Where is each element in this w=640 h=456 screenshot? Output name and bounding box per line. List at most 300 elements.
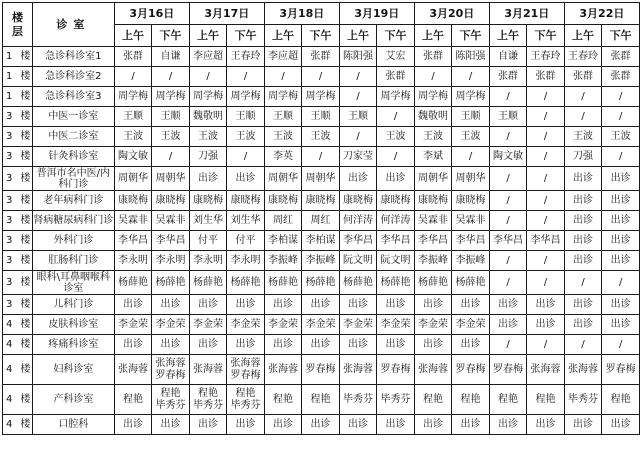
floor-number: 3 xyxy=(6,277,13,288)
pm-header: 下午 xyxy=(602,25,640,47)
pm-shift-cell: / xyxy=(227,147,265,167)
pm-shift-cell: 李华昌 xyxy=(152,231,190,251)
am-shift-cell: 刀强 xyxy=(564,147,602,167)
room-name: 口腔科 xyxy=(32,415,114,435)
am-shift-cell: 出诊 xyxy=(564,191,602,211)
am-shift-cell: 出诊 xyxy=(564,315,602,335)
date-header: 3月21日 xyxy=(489,3,564,25)
pm-shift-cell: 周朝华 xyxy=(152,167,190,191)
pm-shift-cell: 康晓梅 xyxy=(377,191,415,211)
am-shift-cell: 程艳 xyxy=(414,385,452,415)
pm-shift-cell: 杨薛艳 xyxy=(377,271,415,295)
floor-unit: 楼 xyxy=(20,419,31,430)
pm-shift-cell: 李华昌 xyxy=(452,231,490,251)
am-shift-cell: 出诊 xyxy=(564,251,602,271)
room-name: 妇科诊室 xyxy=(32,355,114,385)
am-header: 上午 xyxy=(339,25,377,47)
table-row xyxy=(3,167,640,191)
pm-shift-cell: 张群 xyxy=(527,67,565,87)
am-shift-cell: 周学梅 xyxy=(189,87,227,107)
am-shift-cell: 出诊 xyxy=(264,415,302,435)
am-shift-cell: 出诊 xyxy=(564,167,602,191)
room-name: 眼科\耳鼻咽喉科诊室 xyxy=(32,271,114,295)
pm-shift-cell: 刘生华 xyxy=(227,211,265,231)
am-shift-cell: 陈阳强 xyxy=(339,47,377,67)
pm-shift-cell: 周学梅 xyxy=(227,87,265,107)
floor-unit: 楼 xyxy=(20,235,31,246)
floor-cell xyxy=(3,67,33,87)
room-name: 急诊科诊室3 xyxy=(32,87,114,107)
pm-shift-cell: 罗春梅 xyxy=(377,355,415,385)
am-shift-cell: 康晓梅 xyxy=(339,191,377,211)
am-shift-cell: / xyxy=(489,251,527,271)
floor-unit: 楼 xyxy=(20,364,31,375)
pm-shift-cell: 康晓梅 xyxy=(152,191,190,211)
pm-shift-cell: 出诊 xyxy=(602,231,640,251)
am-shift-cell: 李斌 xyxy=(414,147,452,167)
pm-shift-cell: 出诊 xyxy=(227,167,265,191)
floor-cell xyxy=(3,147,33,167)
floor-header-label: 楼层 xyxy=(11,10,23,38)
table-row xyxy=(3,385,640,415)
am-shift-cell: 康晓梅 xyxy=(414,191,452,211)
floor-cell xyxy=(3,191,33,211)
floor-unit: 楼 xyxy=(20,131,31,142)
am-shift-cell: 李柏谋 xyxy=(264,231,302,251)
pm-shift-cell: 张海蓉 罗春梅 xyxy=(152,355,190,385)
am-shift-cell: 李应超 xyxy=(189,47,227,67)
pm-shift-cell: 出诊 xyxy=(602,211,640,231)
floor-cell xyxy=(3,271,33,295)
am-shift-cell: 出诊 xyxy=(114,415,152,435)
floor-unit: 楼 xyxy=(20,319,31,330)
floor-unit: 楼 xyxy=(20,71,31,82)
floor-unit: 楼 xyxy=(20,299,31,310)
am-shift-cell: 周红 xyxy=(264,211,302,231)
date-header-row xyxy=(3,3,640,25)
am-shift-cell: 程艳 xyxy=(489,385,527,415)
am-shift-cell: 出诊 xyxy=(414,415,452,435)
pm-shift-cell: / xyxy=(527,251,565,271)
am-shift-cell: 康晓梅 xyxy=(114,191,152,211)
am-shift-cell: 李金荣 xyxy=(114,315,152,335)
am-shift-cell: / xyxy=(339,67,377,87)
am-shift-cell: 李振峰 xyxy=(414,251,452,271)
pm-shift-cell: / xyxy=(602,271,640,295)
floor-unit: 楼 xyxy=(20,255,31,266)
date-header: 3月22日 xyxy=(564,3,639,25)
table-row xyxy=(3,211,640,231)
pm-shift-cell: / xyxy=(527,335,565,355)
am-shift-cell: / xyxy=(489,211,527,231)
am-shift-cell: 出诊 xyxy=(189,167,227,191)
am-shift-cell: / xyxy=(339,87,377,107)
pm-shift-cell: 何洋涛 xyxy=(377,211,415,231)
pm-shift-cell: / xyxy=(527,191,565,211)
pm-shift-cell: 杨薛艳 xyxy=(452,271,490,295)
room-name: 外科门诊 xyxy=(32,231,114,251)
pm-shift-cell: 李永明 xyxy=(152,251,190,271)
pm-shift-cell: 周学梅 xyxy=(452,87,490,107)
am-shift-cell: 出诊 xyxy=(489,295,527,315)
am-shift-cell: 毕秀芬 xyxy=(339,385,377,415)
pm-shift-cell: / xyxy=(527,87,565,107)
am-shift-cell: 刀家莹 xyxy=(339,147,377,167)
am-shift-cell: 李应超 xyxy=(264,47,302,67)
am-header: 上午 xyxy=(189,25,227,47)
am-shift-cell: / xyxy=(264,67,302,87)
pm-shift-cell: 杨薛艳 xyxy=(152,271,190,295)
pm-shift-cell: 李振峰 xyxy=(302,251,340,271)
am-shift-cell: / xyxy=(489,335,527,355)
table-row xyxy=(3,87,640,107)
am-shift-cell: 出诊 xyxy=(339,415,377,435)
am-shift-cell: 刘生华 xyxy=(189,211,227,231)
pm-shift-cell: 出诊 xyxy=(527,295,565,315)
am-shift-cell: 付平 xyxy=(189,231,227,251)
pm-shift-cell: 王波 xyxy=(227,127,265,147)
am-shift-cell: 出诊 xyxy=(189,295,227,315)
floor-number: 3 xyxy=(6,215,13,226)
pm-shift-cell: 张群 xyxy=(377,67,415,87)
floor-cell xyxy=(3,211,33,231)
pm-shift-cell: 张海蓉 罗春梅 xyxy=(227,355,265,385)
pm-shift-cell: 王顺 xyxy=(227,107,265,127)
am-shift-cell: / xyxy=(489,167,527,191)
am-shift-cell: 李永明 xyxy=(189,251,227,271)
floor-unit: 楼 xyxy=(20,151,31,162)
am-shift-cell: 出诊 xyxy=(489,315,527,335)
table-row xyxy=(3,295,640,315)
floor-number: 3 xyxy=(6,255,13,266)
pm-shift-cell: / xyxy=(602,335,640,355)
am-shift-cell: 杨薛艳 xyxy=(264,271,302,295)
am-shift-cell: 王顺 xyxy=(264,107,302,127)
floor-unit: 楼 xyxy=(20,339,31,350)
table-row xyxy=(3,231,640,251)
floor-number: 4 xyxy=(6,394,13,405)
am-shift-cell: 周学梅 xyxy=(414,87,452,107)
am-shift-cell: 李华昌 xyxy=(114,231,152,251)
am-shift-cell: 出诊 xyxy=(264,295,302,315)
am-shift-cell: 康晓梅 xyxy=(189,191,227,211)
pm-shift-cell: / xyxy=(302,147,340,167)
pm-shift-cell: 程艳 xyxy=(452,385,490,415)
floor-number: 1 xyxy=(6,91,13,102)
pm-shift-cell: 出诊 xyxy=(152,295,190,315)
pm-shift-cell: 出诊 xyxy=(377,167,415,191)
am-shift-cell: 王春玲 xyxy=(564,47,602,67)
am-shift-cell: 张群 xyxy=(114,47,152,67)
pm-shift-cell: 周学梅 xyxy=(377,87,415,107)
pm-shift-cell: 周朝华 xyxy=(302,167,340,191)
room-name: 急诊科诊室2 xyxy=(32,67,114,87)
pm-shift-cell: 程艳 毕秀芬 xyxy=(227,385,265,415)
pm-shift-cell: / xyxy=(152,67,190,87)
am-shift-cell: 康晓梅 xyxy=(264,191,302,211)
am-shift-cell: 吴霖非 xyxy=(114,211,152,231)
pm-shift-cell: 周红 xyxy=(302,211,340,231)
pm-shift-cell: 李永明 xyxy=(227,251,265,271)
pm-shift-cell: 王春玲 xyxy=(227,47,265,67)
am-shift-cell: 罗春梅 xyxy=(489,355,527,385)
pm-shift-cell: 出诊 xyxy=(377,295,415,315)
room-name: 普洱市名中医/内科门诊 xyxy=(32,167,114,191)
am-shift-cell: / xyxy=(489,127,527,147)
am-shift-cell: 李华昌 xyxy=(339,231,377,251)
pm-shift-cell: 康晓梅 xyxy=(452,191,490,211)
pm-shift-cell: / xyxy=(227,67,265,87)
pm-shift-cell: 王顺 xyxy=(452,107,490,127)
am-shift-cell: 王波 xyxy=(414,127,452,147)
pm-shift-cell: 自谦 xyxy=(152,47,190,67)
room-name: 儿科门诊 xyxy=(32,295,114,315)
am-shift-cell: 出诊 xyxy=(489,415,527,435)
room-name: 老年病科门诊 xyxy=(32,191,114,211)
pm-shift-cell: / xyxy=(377,147,415,167)
table-row xyxy=(3,251,640,271)
am-shift-cell: 程艳 毕秀芬 xyxy=(189,385,227,415)
pm-header: 下午 xyxy=(152,25,190,47)
floor-cell xyxy=(3,231,33,251)
floor-unit: 楼 xyxy=(20,51,31,62)
pm-shift-cell: 阮文明 xyxy=(377,251,415,271)
pm-shift-cell: 出诊 xyxy=(452,295,490,315)
floor-cell xyxy=(3,295,33,315)
pm-shift-cell: 罗春梅 xyxy=(452,355,490,385)
pm-shift-cell: 周学梅 xyxy=(302,87,340,107)
table-row xyxy=(3,315,640,335)
pm-header: 下午 xyxy=(452,25,490,47)
pm-shift-cell: 康晓梅 xyxy=(227,191,265,211)
am-shift-cell: / xyxy=(489,87,527,107)
am-shift-cell: / xyxy=(564,271,602,295)
am-shift-cell: / xyxy=(189,67,227,87)
am-shift-cell: 李振峰 xyxy=(264,251,302,271)
am-header: 上午 xyxy=(564,25,602,47)
am-shift-cell: 阮文明 xyxy=(339,251,377,271)
pm-shift-cell: 王顺 xyxy=(302,107,340,127)
am-shift-cell: / xyxy=(114,67,152,87)
am-shift-cell: 李金荣 xyxy=(414,315,452,335)
am-shift-cell: 杨薛艳 xyxy=(414,271,452,295)
pm-shift-cell: / xyxy=(527,211,565,231)
pm-shift-cell: 康晓梅 xyxy=(302,191,340,211)
floor-unit: 楼 xyxy=(20,394,31,405)
pm-shift-cell: 李金荣 xyxy=(152,315,190,335)
am-shift-cell: 李永明 xyxy=(114,251,152,271)
am-shift-cell: 陶文敏 xyxy=(114,147,152,167)
pm-shift-cell: 罗春梅 xyxy=(302,355,340,385)
am-shift-cell: 杨薛艳 xyxy=(339,271,377,295)
am-shift-cell: 出诊 xyxy=(264,335,302,355)
pm-shift-cell: 李柏谋 xyxy=(302,231,340,251)
pm-shift-cell: 出诊 xyxy=(452,415,490,435)
pm-shift-cell: / xyxy=(452,67,490,87)
pm-shift-cell: 王波 xyxy=(152,127,190,147)
floor-number: 3 xyxy=(6,299,13,310)
pm-shift-cell: 出诊 xyxy=(227,415,265,435)
pm-shift-cell: 王波 xyxy=(302,127,340,147)
pm-shift-cell: 李金荣 xyxy=(377,315,415,335)
pm-shift-cell: 王顺 xyxy=(152,107,190,127)
pm-shift-cell: 李振峰 xyxy=(452,251,490,271)
pm-header: 下午 xyxy=(527,25,565,47)
pm-shift-cell: / xyxy=(602,147,640,167)
pm-shift-cell: 出诊 xyxy=(602,315,640,335)
pm-shift-cell: 王春玲 xyxy=(527,47,565,67)
am-shift-cell: 毕秀芬 xyxy=(564,385,602,415)
pm-shift-cell: 程艳 xyxy=(527,385,565,415)
am-shift-cell: 王顺 xyxy=(489,107,527,127)
am-shift-cell: 自谦 xyxy=(489,47,527,67)
pm-header: 下午 xyxy=(227,25,265,47)
pm-shift-cell: / xyxy=(527,271,565,295)
pm-shift-cell: 周朝华 xyxy=(452,167,490,191)
pm-shift-cell: 出诊 xyxy=(302,295,340,315)
am-shift-cell: 周学梅 xyxy=(114,87,152,107)
pm-shift-cell: 出诊 xyxy=(602,295,640,315)
am-shift-cell: 张群 xyxy=(489,67,527,87)
floor-cell xyxy=(3,251,33,271)
am-shift-cell: / xyxy=(339,127,377,147)
pm-shift-cell: 出诊 xyxy=(527,415,565,435)
room-name: 肛肠科门诊 xyxy=(32,251,114,271)
floor-unit: 楼 xyxy=(20,215,31,226)
date-header: 3月19日 xyxy=(339,3,414,25)
pm-shift-cell: 出诊 xyxy=(452,335,490,355)
pm-shift-cell: 付平 xyxy=(227,231,265,251)
am-shift-cell: 陶文敏 xyxy=(489,147,527,167)
room-name: 针灸科诊室 xyxy=(32,147,114,167)
pm-shift-cell: / xyxy=(527,147,565,167)
floor-unit: 楼 xyxy=(20,277,31,288)
am-shift-cell: 王波 xyxy=(114,127,152,147)
am-header: 上午 xyxy=(264,25,302,47)
pm-shift-cell: 吴霖非 xyxy=(452,211,490,231)
am-shift-cell: / xyxy=(414,67,452,87)
pm-shift-cell: 出诊 xyxy=(377,415,415,435)
am-shift-cell: 张海蓉 xyxy=(189,355,227,385)
am-shift-cell: 李金荣 xyxy=(264,315,302,335)
am-shift-cell: 张海蓉 xyxy=(114,355,152,385)
room-name: 疼痛科诊室 xyxy=(32,335,114,355)
room-header: 诊室 xyxy=(32,3,114,47)
am-shift-cell: 出诊 xyxy=(414,335,452,355)
pm-shift-cell: 出诊 xyxy=(302,335,340,355)
am-shift-cell: 王顺 xyxy=(114,107,152,127)
am-header: 上午 xyxy=(114,25,152,47)
pm-shift-cell: 出诊 xyxy=(152,415,190,435)
pm-shift-cell: 张群 xyxy=(602,47,640,67)
am-shift-cell: 出诊 xyxy=(339,335,377,355)
floor-cell xyxy=(3,167,33,191)
am-shift-cell: 出诊 xyxy=(564,295,602,315)
am-shift-cell: 王波 xyxy=(189,127,227,147)
am-shift-cell: 出诊 xyxy=(414,295,452,315)
floor-number: 3 xyxy=(6,111,13,122)
pm-shift-cell: / xyxy=(152,147,190,167)
floor-cell xyxy=(3,87,33,107)
am-shift-cell: 刀强 xyxy=(189,147,227,167)
pm-shift-cell: 王波 xyxy=(377,127,415,147)
am-shift-cell: 出诊 xyxy=(114,295,152,315)
pm-shift-cell: 周学梅 xyxy=(152,87,190,107)
pm-shift-cell: 出诊 xyxy=(152,335,190,355)
floor-cell xyxy=(3,355,33,385)
am-shift-cell: 周朝华 xyxy=(414,167,452,191)
pm-shift-cell: 张群 xyxy=(302,47,340,67)
pm-shift-cell: 李金荣 xyxy=(302,315,340,335)
date-header: 3月17日 xyxy=(189,3,264,25)
pm-shift-cell: 李金荣 xyxy=(452,315,490,335)
floor-number: 4 xyxy=(6,319,13,330)
pm-shift-cell: / xyxy=(602,87,640,107)
pm-shift-cell: 出诊 xyxy=(602,251,640,271)
table-row xyxy=(3,47,640,67)
am-shift-cell: 张海蓉 xyxy=(264,355,302,385)
pm-shift-cell: 出诊 xyxy=(527,315,565,335)
pm-shift-cell: 出诊 xyxy=(602,191,640,211)
pm-shift-cell: 吴霖非 xyxy=(152,211,190,231)
pm-shift-cell: 张海蓉 xyxy=(527,355,565,385)
table-row xyxy=(3,335,640,355)
table-row xyxy=(3,107,640,127)
pm-shift-cell: 程艳 xyxy=(602,385,640,415)
pm-shift-cell: 李华昌 xyxy=(377,231,415,251)
am-shift-cell: 王波 xyxy=(564,127,602,147)
table-row xyxy=(3,147,640,167)
pm-shift-cell: 出诊 xyxy=(602,415,640,435)
am-header: 上午 xyxy=(414,25,452,47)
date-header: 3月20日 xyxy=(414,3,489,25)
floor-number: 4 xyxy=(6,339,13,350)
pm-shift-cell: 王波 xyxy=(452,127,490,147)
floor-number: 3 xyxy=(6,151,13,162)
table-row xyxy=(3,191,640,211)
pm-shift-cell: 李金荣 xyxy=(227,315,265,335)
pm-shift-cell: / xyxy=(527,107,565,127)
floor-header xyxy=(3,3,33,47)
am-shift-cell: 张海蓉 xyxy=(339,355,377,385)
am-shift-cell: 何洋涛 xyxy=(339,211,377,231)
floor-number: 3 xyxy=(6,173,13,184)
am-shift-cell: 出诊 xyxy=(189,335,227,355)
date-header: 3月18日 xyxy=(264,3,339,25)
pm-shift-cell: 出诊 xyxy=(227,295,265,315)
pm-shift-cell: 杨薛艳 xyxy=(227,271,265,295)
table-row xyxy=(3,355,640,385)
am-shift-cell: / xyxy=(489,191,527,211)
pm-shift-cell: 出诊 xyxy=(302,415,340,435)
room-name: 产科诊室 xyxy=(32,385,114,415)
am-shift-cell: 周学梅 xyxy=(264,87,302,107)
am-shift-cell: 李华昌 xyxy=(414,231,452,251)
pm-shift-cell: / xyxy=(527,127,565,147)
floor-number: 3 xyxy=(6,195,13,206)
am-shift-cell: 张海蓉 xyxy=(564,355,602,385)
pm-shift-cell: / xyxy=(377,107,415,127)
pm-shift-cell: 张群 xyxy=(602,67,640,87)
pm-shift-cell: 王波 xyxy=(602,127,640,147)
pm-shift-cell: 程艳 毕秀芬 xyxy=(152,385,190,415)
am-shift-cell: 出诊 xyxy=(339,295,377,315)
room-name: 中医一诊室 xyxy=(32,107,114,127)
pm-shift-cell: 毕秀芬 xyxy=(377,385,415,415)
schedule-table xyxy=(2,2,640,435)
table-row xyxy=(3,67,640,87)
floor-number: 4 xyxy=(6,364,13,375)
